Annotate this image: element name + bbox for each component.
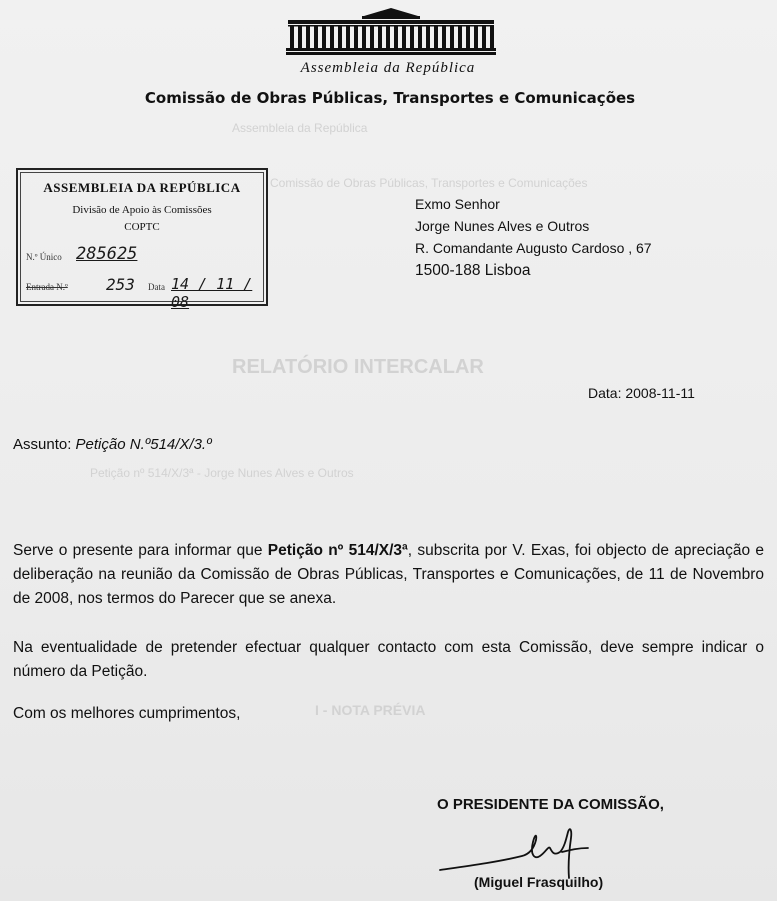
stamp-date-label: Data [148,282,165,292]
show-through-line: Assembleia da República [232,121,368,135]
recipient-street: R. Comandante Augusto Cardoso , 67 [415,240,652,256]
stamp-unique-label: N.º Único [26,252,62,262]
subject-reference: Petição N.º514/X/3.º [75,436,212,453]
recipient-name: Jorge Nunes Alves e Outros [415,218,590,234]
stamp-date-value: 14 / 11 / 08 [171,275,253,311]
signatory-title: O PRESIDENTE DA COMISSÃO, [437,796,664,813]
body-text: , subscrita por V. Exas, foi objecto de apreciação e deliberação na reunião da Comissão de Obras Públicas, Transportes e Comunicações, de 11 de Novembro de 2008, nos termos do Parecer que se anexa. [13,542,764,607]
stamp-entry-number: 253 [106,275,135,294]
letter-date [588,385,695,401]
stamp-division: Divisão de Apoio às Comissões [72,204,212,216]
body-text: Serve o presente para informar que [13,542,268,559]
signatory-name: (Miguel Frasquilho) [474,874,604,890]
stamp-unit: COPTC [124,221,160,233]
date-value: 2008-11-11 [625,385,695,401]
stamp-entry-label: Entrada N.º [26,282,68,292]
stamp-title: ASSEMBLEIA DA REPÚBLICA [43,180,241,195]
show-through-line: Petição nº 514/X/3ª - Jorge Nunes Alves e Outros [90,466,354,480]
show-through-line: I - NOTA PRÉVIA [315,702,426,718]
body-paragraph-1 [13,539,764,611]
closing-line: Com os melhores cumprimentos, [13,705,241,722]
parliament-building-logo [286,6,496,56]
date-label: Data: [588,385,622,401]
handwritten-signature [438,826,598,880]
show-through-line: RELATÓRIO INTERCALAR [232,356,484,378]
reception-stamp [16,168,268,311]
subject-line [13,436,212,453]
committee-name: Comissão de Obras Públicas, Transportes e Comunicações [144,89,636,107]
institution-name: Assembleia da República [300,60,476,76]
subject-label: Assunto: [13,436,72,453]
recipient-salutation: Exmo Senhor [415,196,500,212]
stamp-unique-number: 285625 [76,244,138,264]
recipient-city: 1500-188 Lisboa [415,262,531,279]
show-through-line: Comissão de Obras Públicas, Transportes e Comunicações [270,176,588,190]
body-paragraph-2: Na eventualidade de pretender efectuar qualquer contacto com esta Comissão, deve sempre indicar o número da Petição. [13,639,764,680]
petition-reference: Petição nº 514/X/3ª [267,542,408,559]
